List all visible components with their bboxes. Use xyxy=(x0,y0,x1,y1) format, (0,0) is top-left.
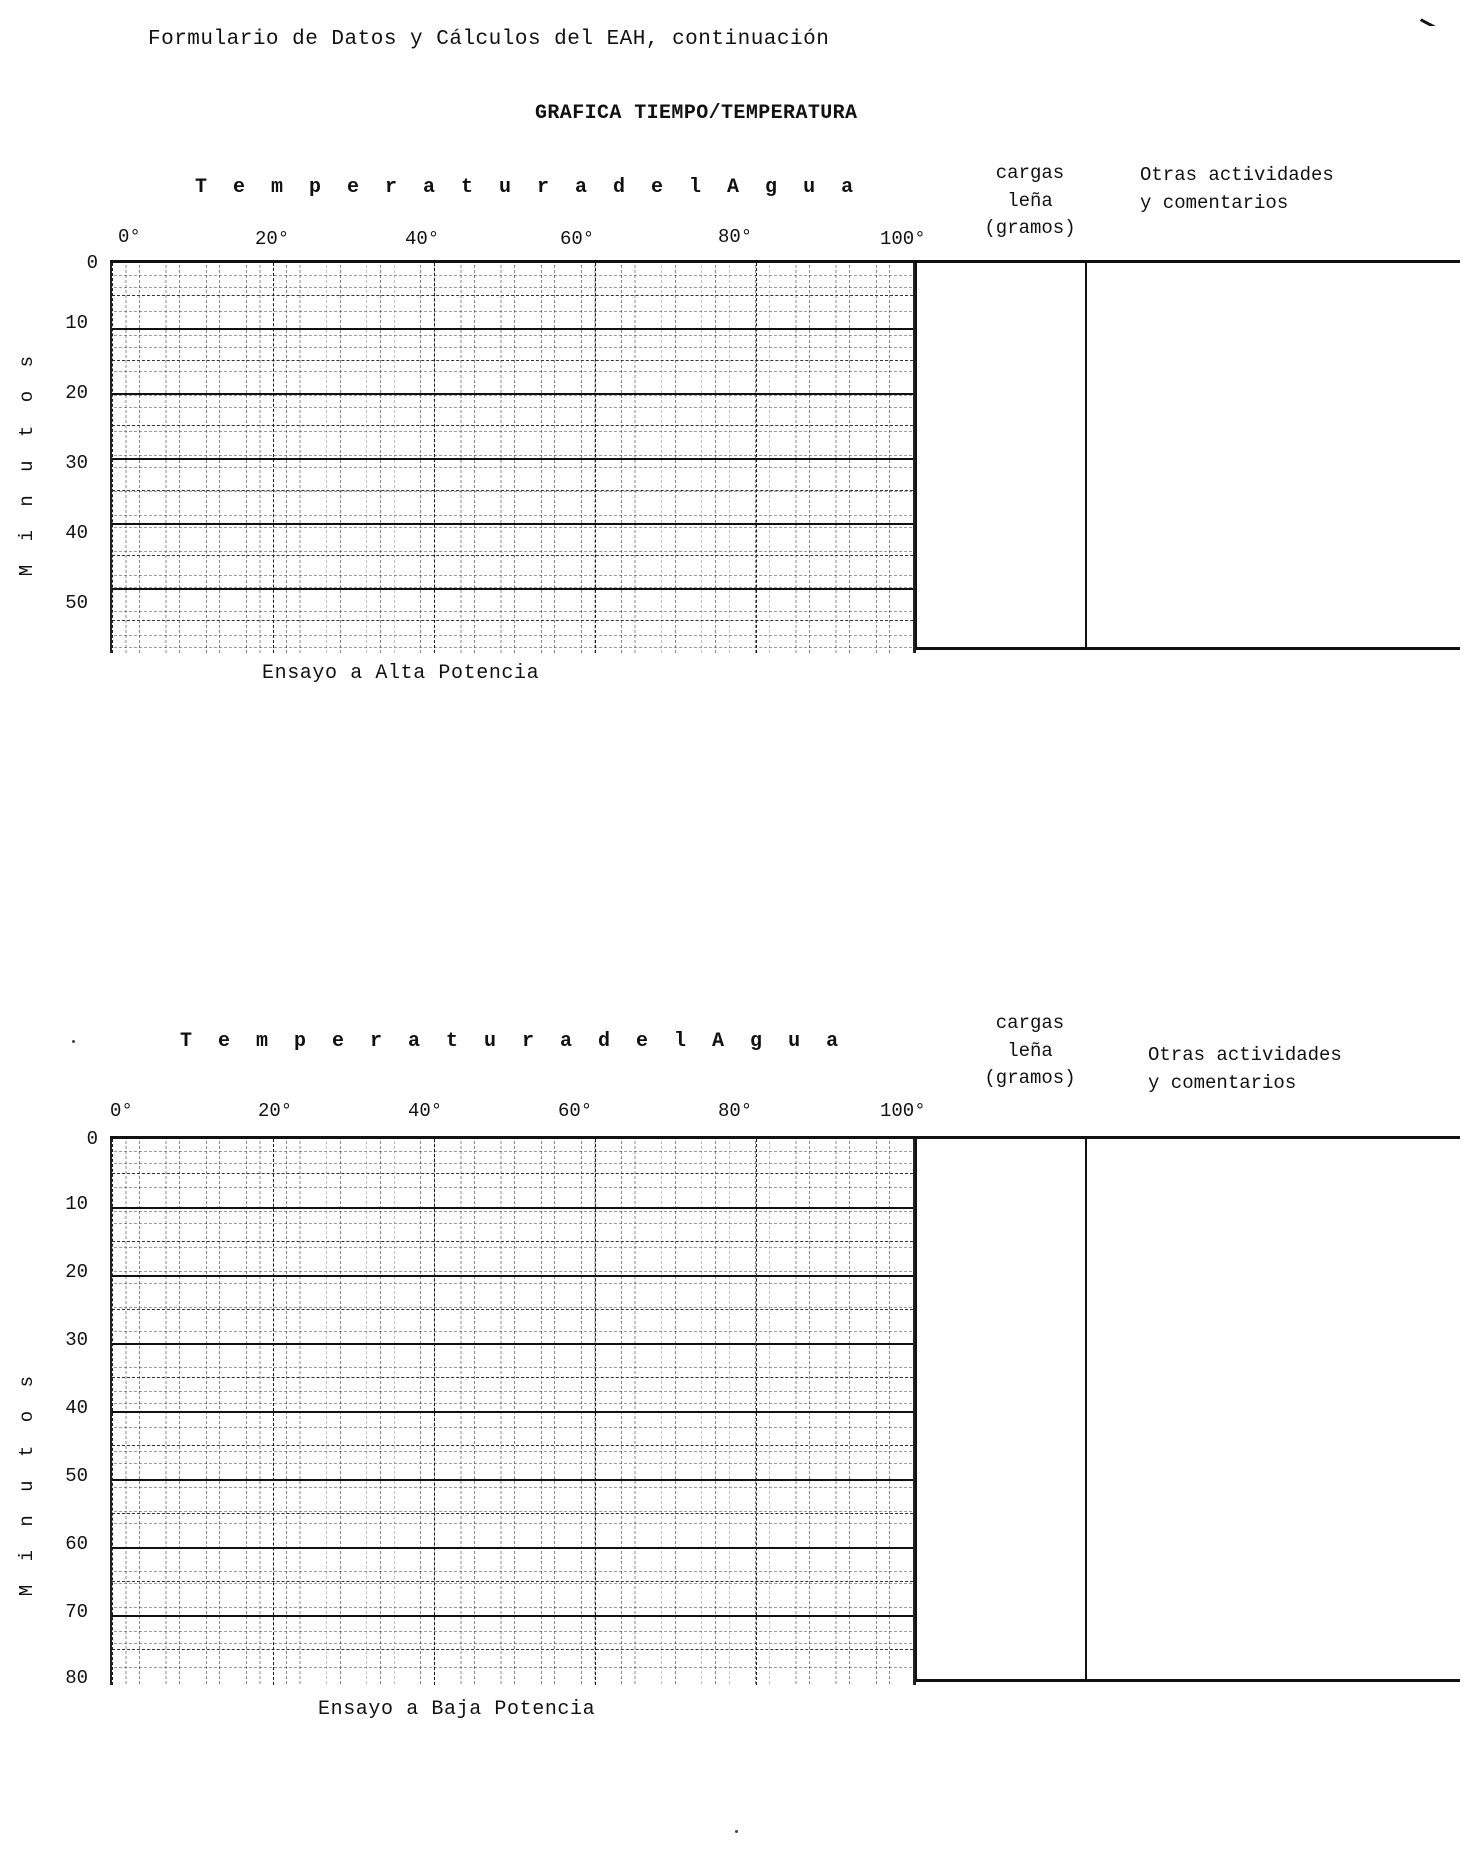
chart1-column-separator-otras xyxy=(1085,263,1087,647)
chart2-ytick-40: 40 xyxy=(65,1397,88,1419)
chart2-grid-area[interactable] xyxy=(110,1136,1460,1682)
chart1-ytick-30: 30 xyxy=(65,452,88,474)
chart2-xtick-0: 0° xyxy=(110,1100,133,1122)
chart2-plot-grid[interactable] xyxy=(110,1139,915,1685)
stray-mark-bottom xyxy=(735,1830,738,1833)
chart2-column-separator-otras xyxy=(1085,1139,1087,1679)
chart1-otras-line1: Otras actividades xyxy=(1140,164,1334,186)
chart1-xtick-60: 60° xyxy=(560,228,595,250)
chart2-cargas-line2: leña xyxy=(1007,1039,1053,1062)
chart1-cargas-line2: leña xyxy=(1007,189,1053,212)
chart2-xtick-20: 20° xyxy=(258,1100,293,1122)
chart2-caption: Ensayo a Baja Potencia xyxy=(318,1698,596,1721)
chart1-ytick-10: 10 xyxy=(65,312,88,334)
page-title: Formulario de Datos y Cálculos del EAH, continuación xyxy=(148,28,830,51)
chart2-cargas-line3: (gramos) xyxy=(984,1067,1076,1090)
chart2-xtick-100: 100° xyxy=(880,1100,926,1122)
chart2-ytick-10: 10 xyxy=(65,1193,88,1215)
chart2-otras-line2: y comentarios xyxy=(1148,1071,1297,1094)
chart2-ytick-70: 70 xyxy=(65,1601,88,1623)
chart2-ytick-0: 0 xyxy=(86,1128,98,1150)
chart2-ytick-20: 20 xyxy=(65,1261,88,1283)
chart1-y-axis-label: M i n u t o s xyxy=(16,350,38,577)
chart2-ytick-80: 80 xyxy=(65,1667,88,1689)
chart1-column-separator-cargas xyxy=(915,263,917,647)
chart1-cargas-line3: (gramos) xyxy=(984,217,1076,240)
chart1-temperature-header: T e m p e r a t u r a d e l A g u a xyxy=(195,176,861,199)
chart1-xtick-20: 20° xyxy=(255,228,290,250)
chart1-ytick-50: 50 xyxy=(65,592,88,614)
chart2-temperature-header: T e m p e r a t u r a d e l A g u a xyxy=(180,1030,846,1053)
chart2-ytick-30: 30 xyxy=(65,1329,88,1351)
chart1-grid-area[interactable] xyxy=(110,260,1460,650)
chart1-otras-line2: y comentarios xyxy=(1140,191,1289,214)
chart1-xtick-40: 40° xyxy=(405,228,440,250)
chart2-otras-line1: Otras actividades xyxy=(1148,1044,1342,1066)
page-corner-mark xyxy=(1420,0,1480,26)
chart1-ytick-40: 40 xyxy=(65,522,88,544)
chart2-xtick-40: 40° xyxy=(408,1100,443,1122)
chart2-cargas-line1: cargas xyxy=(995,1012,1065,1034)
chart1-xtick-80: 80° xyxy=(718,226,753,248)
chart2-ytick-60: 60 xyxy=(65,1533,88,1555)
chart1-plot-grid[interactable] xyxy=(110,263,915,653)
chart2-ytick-50: 50 xyxy=(65,1465,88,1487)
chart1-ytick-20: 20 xyxy=(65,382,88,404)
chart2-xtick-60: 60° xyxy=(558,1100,593,1122)
chart1-xtick-0: 0° xyxy=(118,226,141,248)
chart2-xtick-80: 80° xyxy=(718,1100,753,1122)
page-subtitle: GRAFICA TIEMPO/TEMPERATURA xyxy=(535,102,858,125)
chart1-cargas-line1: cargas xyxy=(995,162,1065,184)
stray-mark xyxy=(72,1040,75,1043)
chart2-column-separator-cargas xyxy=(915,1139,917,1679)
chart1-ytick-0: 0 xyxy=(86,252,98,274)
chart1-xtick-100: 100° xyxy=(880,228,926,250)
chart1-caption: Ensayo a Alta Potencia xyxy=(262,662,540,685)
chart2-y-axis-label: M i n u t o s xyxy=(16,1370,38,1597)
